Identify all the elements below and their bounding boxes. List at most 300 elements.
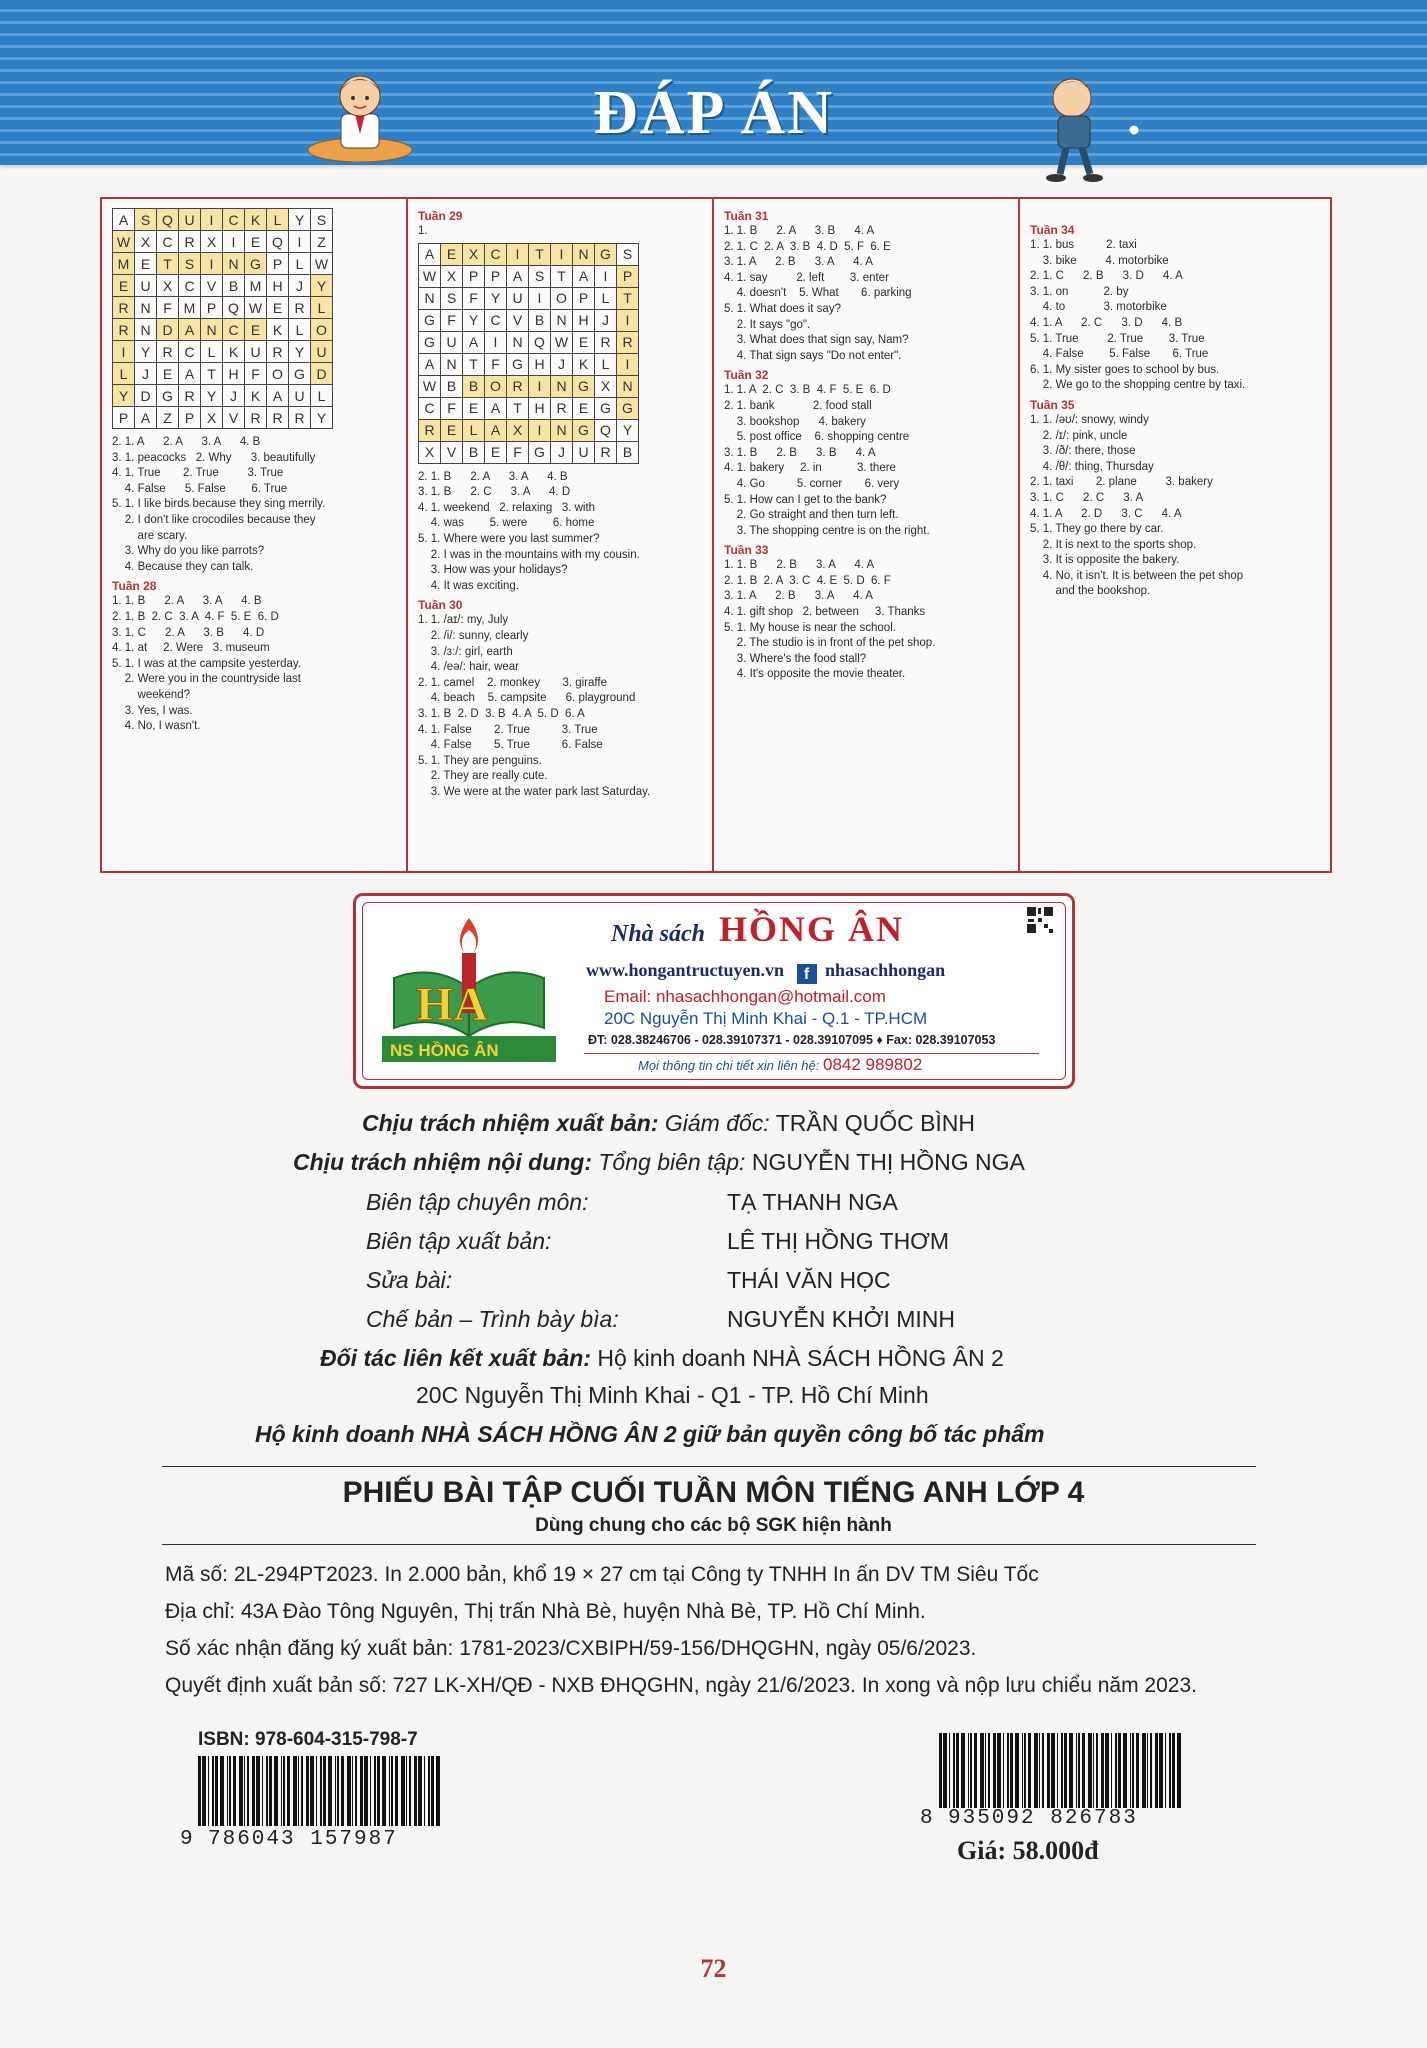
barcode-bar xyxy=(401,1756,405,1826)
answer-line: 4. /eə/: hair, wear xyxy=(418,661,519,674)
answer-line: 1. 1. A 2. C 3. B 4. F 5. E 6. D xyxy=(724,384,891,397)
grid-cell: A xyxy=(485,397,507,419)
grid-cell: C xyxy=(179,341,201,363)
answer-line: 1. 1. /aɪ/: my, July xyxy=(418,614,509,627)
grid-cell: N xyxy=(551,309,573,331)
publisher-email: Email: nhasachhongan@hotmail.com xyxy=(604,987,886,1006)
barcode-bar xyxy=(1111,1733,1112,1808)
barcode-bar xyxy=(1118,1733,1121,1808)
answer-line: 5. 1. My house is near the school. xyxy=(724,621,896,634)
grid-cell: N xyxy=(135,297,157,319)
answer-line: 3. Where's the food stall? xyxy=(724,652,867,665)
answers-week-29 xyxy=(418,470,702,595)
grid-cell: Q xyxy=(267,231,289,253)
grid-cell: C xyxy=(157,231,179,253)
print-info-line: Số xác nhận đăng ký xuất bản: 1781-2023/CXBIPH/59-156/DHQGHN, ngày 05/6/2023. xyxy=(165,1637,977,1660)
barcode-bar xyxy=(428,1756,430,1826)
barcode-bar xyxy=(1155,1733,1158,1808)
grid-cell: I xyxy=(617,353,639,375)
answer-line: 4. 1. bakery 2. in 3. there xyxy=(724,462,896,475)
barcode-bar xyxy=(1150,1733,1152,1808)
grid-cell: Y xyxy=(289,341,311,363)
barcode-bar xyxy=(993,1733,996,1808)
grid-cell: U xyxy=(245,341,267,363)
grid-cell: T xyxy=(507,397,529,419)
divider xyxy=(162,1466,1256,1467)
answer-line: 2. 1. camel 2. monkey 3. giraffe xyxy=(418,676,607,689)
barcode-bar xyxy=(1034,1733,1038,1808)
answer-line: 2. 1. taxi 2. plane 3. bakery xyxy=(1030,476,1213,489)
barcode-bar xyxy=(341,1756,344,1826)
grid-cell: N xyxy=(201,319,223,341)
grid-cell: W xyxy=(419,375,441,397)
grid-cell: X xyxy=(419,441,441,463)
barcode-bar xyxy=(997,1733,1001,1808)
grid-cell: F xyxy=(485,353,507,375)
answer-line: 3. It is opposite the bakery. xyxy=(1030,554,1180,567)
answer-line: 3. 1. A 2. B 3. A 4. A xyxy=(724,590,873,603)
grid-cell: D xyxy=(311,363,333,385)
publisher-address: 20C Nguyễn Thị Minh Khai - Q.1 - TP.HCM xyxy=(604,1009,928,1028)
answers-week-32 xyxy=(724,383,1008,539)
barcode-bar xyxy=(943,1733,947,1808)
answer-line: 5. 1. What does it say? xyxy=(724,302,841,315)
grid-cell: F xyxy=(463,287,485,309)
barcode-bar xyxy=(1169,1733,1171,1808)
barcode-digits: 935092 826783 xyxy=(948,1807,1138,1830)
grid-cell: Y xyxy=(485,287,507,309)
grid-cell: T xyxy=(157,253,179,275)
product-barcode xyxy=(937,1733,1182,1808)
grid-cell: U xyxy=(311,341,333,363)
grid-cell: I xyxy=(551,243,573,265)
grid-cell: V xyxy=(223,407,245,429)
barcode-bar xyxy=(323,1756,326,1826)
barcode-digit-prefix: 8 xyxy=(920,1807,933,1830)
barcode-bar xyxy=(227,1756,228,1826)
credit-name: TẠ THANH NGA xyxy=(727,1189,898,1215)
barcode-bar xyxy=(1061,1733,1063,1808)
grid-cell: S xyxy=(135,209,157,231)
grid-cell: G xyxy=(617,397,639,419)
grid-cell: S xyxy=(617,243,639,265)
barcode-bar xyxy=(328,1756,332,1826)
grid-cell: R xyxy=(551,397,573,419)
grid-cell: Y xyxy=(311,407,333,429)
print-info-line: Mã số: 2L-294PT2023. In 2.000 bản, khổ 19 × 27 cm tại Công ty TNHH In ấn DV TM Siêu Tốc xyxy=(165,1563,1039,1586)
answer-line: 3. Yes, I was. xyxy=(112,704,193,717)
answer-line: 3. /ɜː/: girl, earth xyxy=(418,645,513,658)
barcode-bar xyxy=(391,1756,393,1826)
barcode-bar xyxy=(1078,1733,1080,1808)
answer-line: 4. False 5. True 6. False xyxy=(418,739,603,752)
barcode-bar xyxy=(1022,1733,1023,1808)
word-search-grid xyxy=(418,243,639,464)
answer-line: 3. bike 4. motorbike xyxy=(1030,254,1169,267)
barcode-bar xyxy=(347,1756,351,1826)
barcode-bar xyxy=(374,1756,376,1826)
barcode-bar xyxy=(424,1756,425,1826)
answer-line: 4. 1. at 2. Were 3. museum xyxy=(112,642,270,655)
answer-line: 3. The shopping centre is on the right. xyxy=(724,524,930,537)
grid-cell: I xyxy=(529,375,551,397)
answer-line: 2. It is next to the sports shop. xyxy=(1030,538,1197,551)
grid-cell: C xyxy=(223,319,245,341)
barcode-bar xyxy=(281,1756,282,1826)
answers-week-28 xyxy=(112,594,396,734)
answer-line: 2. 1. A 2. A 3. A 4. B xyxy=(112,436,261,448)
barcode-bar xyxy=(939,1733,942,1808)
grid-cell: I xyxy=(529,287,551,309)
answer-line: 1. 1. /əʊ/: snowy, windy xyxy=(1030,413,1149,426)
grid-cell: P xyxy=(201,297,223,319)
grid-cell: A xyxy=(419,353,441,375)
grid-cell: L xyxy=(113,363,135,385)
barcode-bar xyxy=(301,1756,303,1826)
barcode-bar xyxy=(1123,1733,1127,1808)
grid-cell: T xyxy=(551,265,573,287)
grid-cell: T xyxy=(463,353,485,375)
barcode-bar xyxy=(409,1756,411,1826)
grid-cell: L xyxy=(463,419,485,441)
grid-cell: I xyxy=(113,341,135,363)
barcode-bar xyxy=(1101,1733,1104,1808)
barcode-bar xyxy=(1010,1733,1013,1808)
barcode-bar xyxy=(1076,1733,1077,1808)
answer-line: 4. No, it isn't. It is between the pet shop xyxy=(1030,569,1244,582)
barcode-bar xyxy=(208,1756,209,1826)
credit-name: THÁI VĂN HỌC xyxy=(727,1267,891,1293)
grid-cell: Y xyxy=(617,419,639,441)
week-heading: Tuần 34 xyxy=(1030,223,1075,237)
barcode-bar xyxy=(1088,1733,1092,1808)
barcode-bar xyxy=(215,1756,218,1826)
grid-cell: R xyxy=(113,319,135,341)
qr-code-icon xyxy=(1026,906,1054,934)
barcode-bar xyxy=(1136,1733,1139,1808)
grid-cell: H xyxy=(267,275,289,297)
grid-cell: X xyxy=(441,265,463,287)
barcode-bar xyxy=(970,1733,972,1808)
grid-cell: H xyxy=(529,397,551,419)
grid-cell: Q xyxy=(157,209,179,231)
grid-cell: U xyxy=(135,275,157,297)
isbn-digits: 786043 157987 xyxy=(208,1828,398,1851)
barcode-bar xyxy=(382,1756,386,1826)
answer-line: 3. 1. B 2. B 3. B 4. A xyxy=(724,446,876,459)
credit-label: Sửa bài: xyxy=(366,1267,453,1293)
answer-line: 3. 1. B 2. C 3. A 4. D xyxy=(418,486,571,499)
answer-line: 4. 1. True 2. True 3. True xyxy=(112,467,284,480)
grid-cell: H xyxy=(573,309,595,331)
isbn-barcode xyxy=(196,1756,441,1826)
publisher-script-name: Nhà sách xyxy=(611,921,706,947)
week-heading: Tuần 29 xyxy=(418,209,463,223)
barcode-bar xyxy=(953,1733,955,1808)
grid-cell: B xyxy=(441,375,463,397)
grid-cell: I xyxy=(595,265,617,287)
answer-line: 4. was 5. were 6. home xyxy=(418,517,595,530)
barcode-bar xyxy=(1130,1733,1131,1808)
answer-line: 1. 1. B 2. B 3. A 4. A xyxy=(724,559,875,572)
grid-cell: L xyxy=(267,209,289,231)
barcode-bar xyxy=(1015,1733,1019,1808)
answer-line: 2. /ɪ/: pink, uncle xyxy=(1030,429,1128,442)
answer-line: 4. to 3. motorbike xyxy=(1030,301,1167,314)
grid-cell: R xyxy=(267,407,289,429)
grid-cell: E xyxy=(463,397,485,419)
barcode-bar xyxy=(1057,1733,1058,1808)
grid-cell: A xyxy=(113,209,135,231)
grid-cell: T xyxy=(529,243,551,265)
barcode-bar xyxy=(320,1756,322,1826)
grid-cell: Z xyxy=(157,407,179,429)
answers-week-35 xyxy=(1030,413,1320,600)
grid-cell: J xyxy=(551,441,573,463)
barcode-bar xyxy=(306,1756,309,1826)
grid-cell: W xyxy=(311,253,333,275)
answer-line: 4. 1. weekend 2. relaxing 3. with xyxy=(418,501,596,514)
grid-cell: U xyxy=(441,331,463,353)
barcode-bar xyxy=(364,1756,368,1826)
grid-cell: L xyxy=(311,385,333,407)
grid-cell: R xyxy=(617,331,639,353)
answers-week-27 xyxy=(112,435,396,575)
grid-cell: L xyxy=(289,253,311,275)
barcode-bar xyxy=(352,1756,353,1826)
barcode-bar xyxy=(1105,1733,1109,1808)
answer-line: 4. That sign says "Do not enter". xyxy=(724,349,902,362)
grid-cell: V xyxy=(507,309,529,331)
answer-line: 5. post office 6. shopping centre xyxy=(724,431,910,444)
barcode-bar xyxy=(1142,1733,1146,1808)
grid-cell: D xyxy=(135,385,157,407)
grid-cell: X xyxy=(507,419,529,441)
grid-cell: J xyxy=(223,385,245,407)
barcode-bar xyxy=(233,1756,236,1826)
grid-cell: I xyxy=(485,331,507,353)
barcode-bar xyxy=(395,1756,398,1826)
grid-cell: G xyxy=(573,375,595,397)
barcode-bar xyxy=(974,1733,977,1808)
grid-cell: L xyxy=(311,297,333,319)
grid-cell: S xyxy=(441,287,463,309)
grid-cell: B xyxy=(529,309,551,331)
grid-cell: G xyxy=(595,243,617,265)
week-heading: Tuần 33 xyxy=(724,543,769,558)
grid-cell: F xyxy=(441,397,463,419)
publisher-logo xyxy=(374,908,564,1068)
grid-cell: I xyxy=(201,253,223,275)
grid-cell: A xyxy=(267,385,289,407)
grid-cell: T xyxy=(201,363,223,385)
page-number: 72 xyxy=(700,1954,727,1983)
answer-line: 4. 1. False 2. True 3. True xyxy=(418,723,598,736)
grid-cell: N xyxy=(617,375,639,397)
grid-cell: K xyxy=(573,353,595,375)
credit-name: LÊ THỊ HỒNG THƠM xyxy=(727,1228,950,1254)
answer-line: 3. 1. A 2. B 3. A 4. A xyxy=(724,256,873,269)
barcode-bar xyxy=(252,1756,255,1826)
barcode-bar xyxy=(1039,1733,1040,1808)
grid-cell: N xyxy=(507,331,529,353)
credit-content-responsibility: Chịu trách nhiệm nội dung: Tổng biên tập: NGUYỄN THỊ HỒNG NGA xyxy=(293,1149,1025,1175)
answer-line: 5. 1. How can I get to the bank? xyxy=(724,493,887,506)
barcode-bar xyxy=(1115,1733,1117,1808)
grid-cell: N xyxy=(573,243,595,265)
answer-line: 4. /θ/: thing, Thursday xyxy=(1030,460,1154,473)
grid-cell: N xyxy=(551,419,573,441)
grid-cell: F xyxy=(157,297,179,319)
grid-cell: Q xyxy=(223,297,245,319)
barcode-bar xyxy=(988,1733,990,1808)
publisher-card xyxy=(353,893,1075,1089)
grid-cell: Q xyxy=(529,331,551,353)
grid-cell: G xyxy=(419,331,441,353)
answer-line: 4. False 5. False 6. True xyxy=(1030,348,1209,361)
barcode-bar xyxy=(418,1756,422,1826)
facebook-link[interactable]: nhasachhongan xyxy=(825,960,946,980)
grid-cell: S xyxy=(179,253,201,275)
grid-cell: X xyxy=(157,275,179,297)
grid-cell: O xyxy=(551,287,573,309)
grid-cell: X xyxy=(463,243,485,265)
barcode-bar xyxy=(1093,1733,1094,1808)
barcode-bar xyxy=(269,1756,272,1826)
barcode-bar xyxy=(414,1756,417,1826)
word-search-grid xyxy=(112,208,333,429)
grid-cell: G xyxy=(419,309,441,331)
grid-cell: I xyxy=(507,243,529,265)
grid-cell: S xyxy=(529,265,551,287)
grid-cell: I xyxy=(529,419,551,441)
answer-line: 3. We were at the water park last Saturday. xyxy=(418,785,651,798)
barcode-bar xyxy=(355,1756,357,1826)
answer-line: 4. Go 5. corner 6. very xyxy=(724,477,900,490)
book-title: PHIẾU BÀI TẬP CUỐI TUẦN MÔN TIẾNG ANH LỚP 4 xyxy=(342,1476,1085,1509)
answer-line: 4. 1. A 2. C 3. D 4. B xyxy=(1030,316,1183,329)
answer-line: weekend? xyxy=(112,688,190,701)
answer-line: 5. 1. I like birds because they sing merrily. xyxy=(112,498,326,511)
grid-cell: W xyxy=(245,297,267,319)
answer-line: 3. How was your holidays? xyxy=(418,564,568,577)
grid-cell: R xyxy=(595,441,617,463)
grid-cell: L xyxy=(595,287,617,309)
grid-cell: D xyxy=(157,319,179,341)
answer-line: 4. It's opposite the movie theater. xyxy=(724,668,906,681)
grid-cell: E xyxy=(157,363,179,385)
grid-cell: A xyxy=(485,419,507,441)
barcode-bar xyxy=(335,1756,336,1826)
week-heading: Tuần 32 xyxy=(724,368,769,383)
grid-cell: Z xyxy=(311,231,333,253)
answer-line: 2. Were you in the countryside last xyxy=(112,673,301,686)
barcode-bar xyxy=(239,1756,243,1826)
grid-cell: C xyxy=(223,209,245,231)
grid-cell: P xyxy=(573,287,595,309)
answer-column-1 xyxy=(102,199,408,871)
partner-address: 20C Nguyễn Thị Minh Khai - Q1 - TP. Hồ Chí Minh xyxy=(416,1382,929,1408)
grid-cell: X xyxy=(135,231,157,253)
credit-label: Biên tập chuyên môn: xyxy=(366,1189,589,1215)
grid-cell: J xyxy=(135,363,157,385)
answer-line: 2. I was in the mountains with my cousin. xyxy=(418,548,640,561)
barcode-bar xyxy=(293,1756,297,1826)
answer-line: 3. 1. C 2. C 3. A xyxy=(1030,491,1144,504)
price: Giá: 58.000đ xyxy=(957,1836,1099,1865)
barcode-bar xyxy=(1177,1733,1181,1808)
grid-cell: A xyxy=(507,265,529,287)
barcode-bar xyxy=(1069,1733,1073,1808)
barcode-bar xyxy=(968,1733,969,1808)
grid-cell: H xyxy=(223,363,245,385)
print-info-line: Địa chỉ: 43A Đào Tông Nguyên, Thị trấn Nhà Bè, huyện Nhà Bè, TP. Hồ Chí Minh. xyxy=(165,1600,926,1623)
grid-cell: U xyxy=(573,441,595,463)
grid-cell: R xyxy=(289,297,311,319)
grid-cell: E xyxy=(267,297,289,319)
grid-cell: R xyxy=(419,419,441,441)
grid-cell: U xyxy=(289,385,311,407)
answer-line: 3. 1. peacocks 2. Why 3. beautifully xyxy=(112,451,316,464)
grid-cell: K xyxy=(223,341,245,363)
grid-cell: E xyxy=(573,331,595,353)
answer-line: 2. They are really cute. xyxy=(418,770,548,783)
answer-line: 6. 1. My sister goes to school by bus. xyxy=(1030,363,1220,376)
answers-week-33 xyxy=(724,558,1008,683)
barcode-bar xyxy=(389,1756,390,1826)
grid-cell: N xyxy=(223,253,245,275)
answer-line: 1. 1. bus 2. taxi xyxy=(1030,239,1137,251)
girl-reading-illustration xyxy=(305,62,415,162)
barcode-bar xyxy=(283,1756,285,1826)
grid-cell: I xyxy=(289,231,311,253)
answer-line: 3. /ð/: there, those xyxy=(1030,445,1136,458)
barcode-bar xyxy=(956,1733,959,1808)
website-link[interactable]: www.hongantructuyen.vn xyxy=(586,960,785,980)
answer-line: 4. 1. A 2. D 3. C 4. A xyxy=(1030,507,1182,520)
answer-line: 2. 1. C 2. A 3. B 4. D 5. F 6. E xyxy=(724,240,891,253)
answer-line: 2. I don't like crocodiles because they xyxy=(112,513,316,526)
barcode-bar xyxy=(1007,1733,1009,1808)
barcode-bar xyxy=(298,1756,299,1826)
grid-cell: G xyxy=(595,397,617,419)
book-subtitle: Dùng chung cho các bộ SGK hiện hành xyxy=(535,1515,892,1536)
barcode-bar xyxy=(337,1756,339,1826)
grid-cell: G xyxy=(507,353,529,375)
barcode-bar xyxy=(406,1756,407,1826)
answer-line: 2. The studio is in front of the pet shop. xyxy=(724,637,936,650)
grid-cell: M xyxy=(179,297,201,319)
barcode-bar xyxy=(244,1756,245,1826)
grid-cell: N xyxy=(551,375,573,397)
logo-ribbon: NS HỒNG ÂN xyxy=(390,1041,499,1060)
answer-line: are scary. xyxy=(112,529,188,542)
barcode-bar xyxy=(370,1756,371,1826)
answer-line: 4. 1. gift shop 2. between 3. Thanks xyxy=(724,606,926,619)
answer-line: 3. bookshop 4. bakery xyxy=(724,415,866,428)
answer-line: 3. 1. B 2. D 3. B 4. A 5. D 6. A xyxy=(418,707,585,720)
answer-line: 4. No, I wasn't. xyxy=(112,720,201,733)
grid-cell: L xyxy=(289,319,311,341)
grid-cell: O xyxy=(485,375,507,397)
grid-cell: R xyxy=(157,341,179,363)
barcode-bar xyxy=(431,1756,434,1826)
barcode-bar xyxy=(985,1733,986,1808)
barcode-bar xyxy=(274,1756,278,1826)
barcode-bar xyxy=(1132,1733,1134,1808)
week-heading: Tuần 31 xyxy=(724,209,769,223)
answer-line: 2. 1. bank 2. food stall xyxy=(724,399,872,412)
